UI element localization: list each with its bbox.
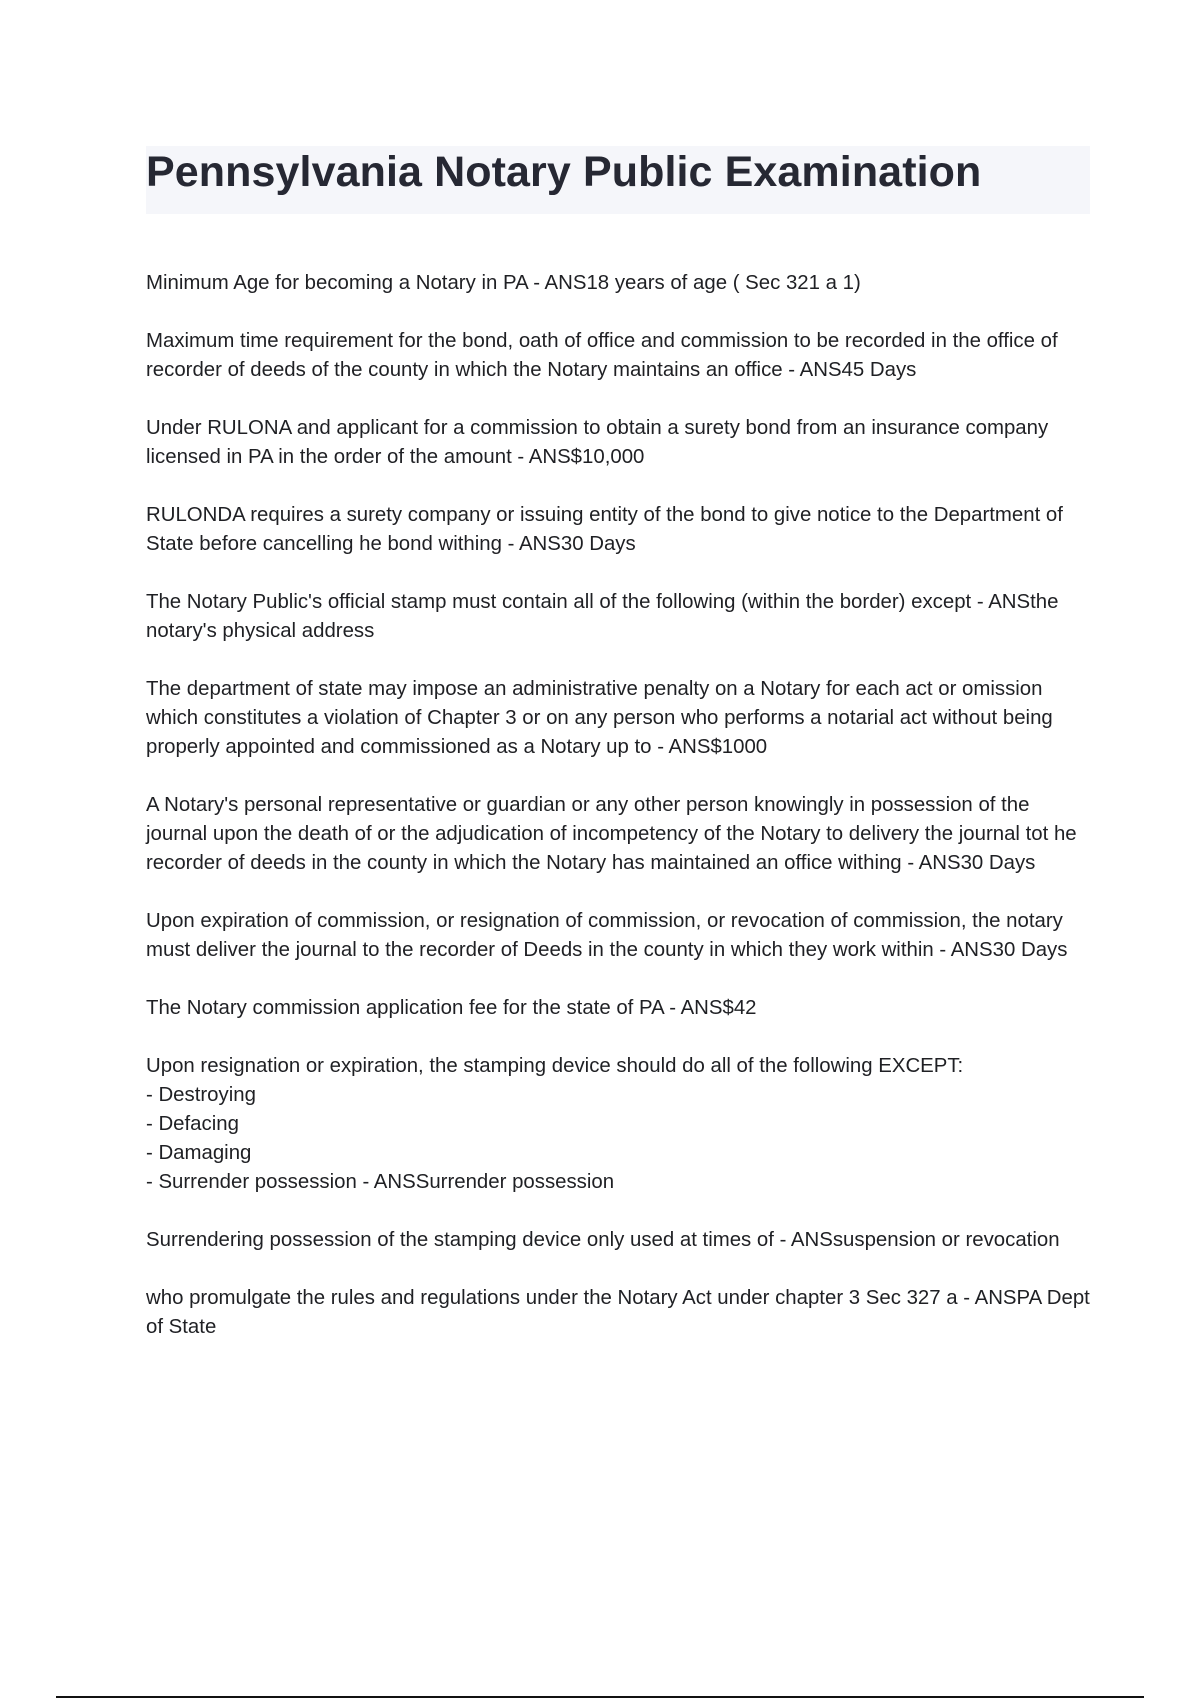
qa-item-7: A Notary's personal representative or guardian or any other person knowingly in possession of the journal upon the death of or the adjudication of incompetency of the Notary to delivery the journal tot he recorder of deeds in the county in which the Notary has maintained an office withing - ANS30 Days: [146, 794, 1077, 874]
qa-list: [146, 269, 1096, 1371]
qa-item-3: Under RULONA and applicant for a commission to obtain a surety bond from an insurance company licensed in PA in the order of the amount - ANS$10,000: [146, 417, 1049, 468]
qa-item-1: Minimum Age for becoming a Notary in PA - ANS18 years of age ( Sec 321 a 1): [146, 272, 861, 294]
qa-item-9: The Notary commission application fee for the state of PA - ANS$42: [146, 997, 757, 1019]
qa-item-6: The department of state may impose an administrative penalty on a Notary for each act or omission which constitutes a violation of Chapter 3 or on any person who performs a notarial act without being properly appointed and commissioned as a Notary up to - ANS$1000: [146, 678, 1053, 758]
qa-item-12: who promulgate the rules and regulations under the Notary Act under chapter 3 Sec 327 a - ANSPA Dept of State: [146, 1287, 1090, 1338]
qa-item-11: Surrendering possession of the stamping device only used at times of - ANSsuspension or revocation: [146, 1229, 1060, 1251]
qa-item-2: Maximum time requirement for the bond, oath of office and commission to be recorded in the office of recorder of deeds of the county in which the Notary maintains an office - ANS45 Days: [146, 330, 1058, 381]
page-bottom-rule: [56, 1696, 1144, 1698]
qa-item-4: RULONDA requires a surety company or issuing entity of the bond to give notice to the Department of State before cancelling he bond withing - ANS30 Days: [146, 504, 1063, 555]
qa-item-8: Upon expiration of commission, or resignation of commission, or revocation of commission, the notary must deliver the journal to the recorder of Deeds in the county in which they work within - ANS30 Days: [146, 910, 1068, 961]
qa-item-10: Upon resignation or expiration, the stamping device should do all of the following EXCEPT: - Destroying - Defacing - Damaging - Surrender possession - ANSSurrender possession: [146, 1055, 964, 1193]
qa-item-5: The Notary Public's official stamp must contain all of the following (within the border) except - ANSthe notary's physical address: [146, 591, 1059, 642]
page-title: Pennsylvania Notary Public Examination: [146, 148, 982, 196]
